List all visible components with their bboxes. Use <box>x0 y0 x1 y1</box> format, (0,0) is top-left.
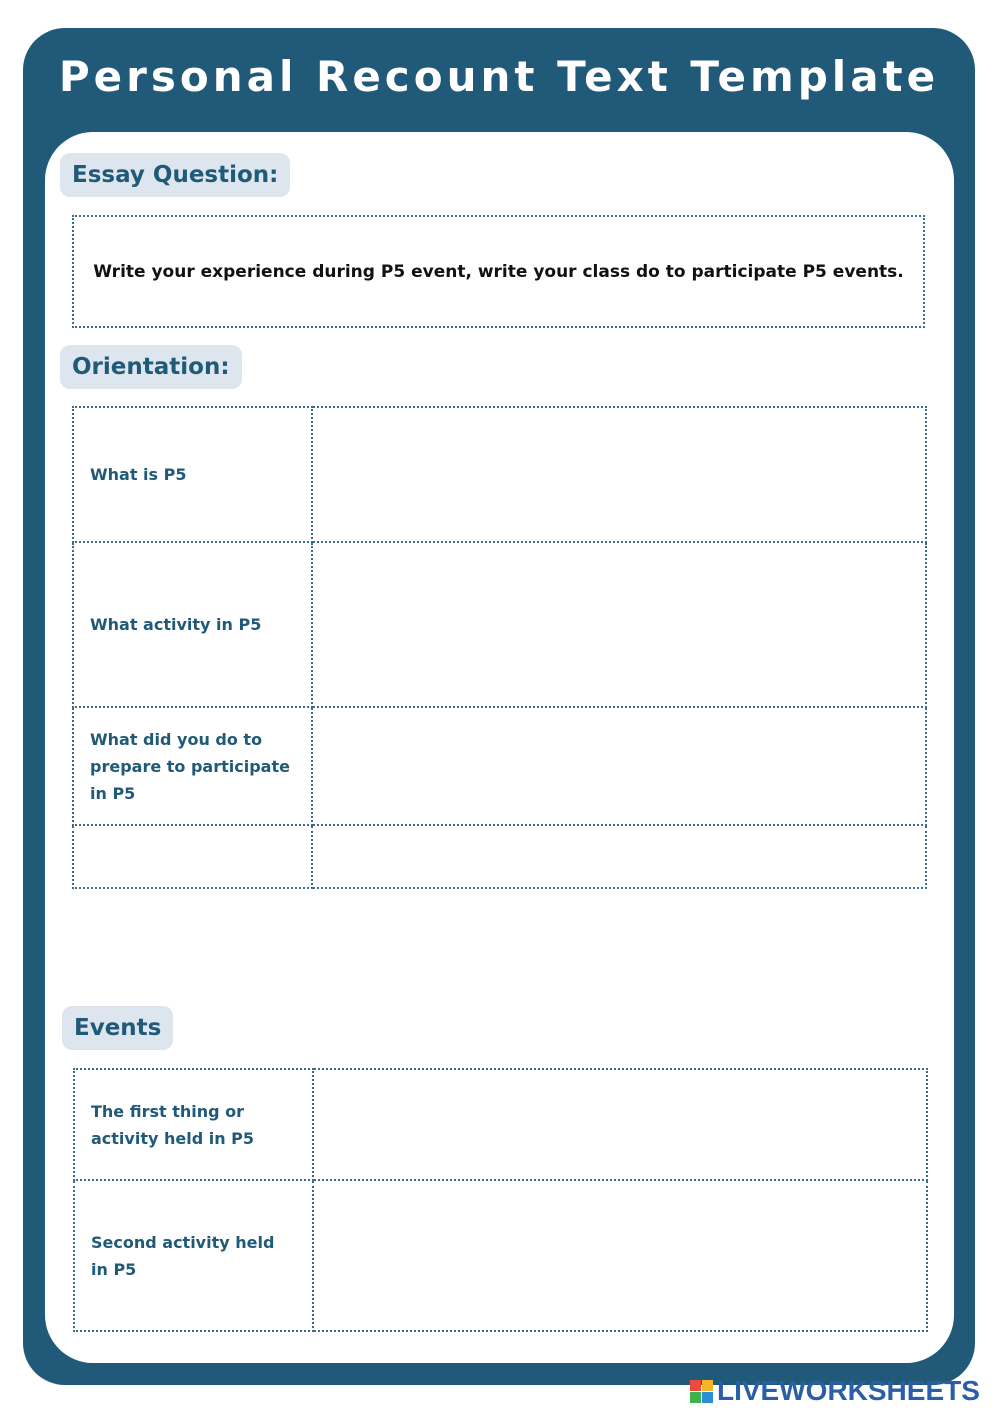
orientation-prompt <box>73 825 312 888</box>
liveworksheets-brand <box>690 1373 980 1409</box>
orientation-answer-field[interactable] <box>312 707 926 825</box>
page-title: Personal Recount Text Template <box>58 52 940 101</box>
essay-question-box <box>72 215 925 328</box>
events-answer-field[interactable] <box>313 1069 927 1180</box>
orientation-label: Orientation: <box>60 345 242 389</box>
events-label: Events <box>62 1006 173 1050</box>
table-row <box>73 542 926 707</box>
brand-name: LIVEWORKSHEETS <box>717 1375 980 1406</box>
orientation-prompt: What activity in P5 <box>73 542 312 707</box>
events-prompt: The first thing or activity held in P5 <box>74 1069 313 1180</box>
orientation-answer-field[interactable] <box>312 542 926 707</box>
table-row <box>74 1180 927 1331</box>
logo-square <box>702 1392 713 1403</box>
table-row <box>73 407 926 542</box>
events-answer-field[interactable] <box>313 1180 927 1331</box>
liveworksheets-logo-icon <box>690 1380 713 1403</box>
orientation-answer-field[interactable] <box>312 407 926 542</box>
table-row <box>73 707 926 825</box>
essay-question-label: Essay Question: <box>60 153 290 197</box>
orientation-table <box>72 406 927 889</box>
orientation-answer-field[interactable] <box>312 825 926 888</box>
events-table <box>73 1068 928 1332</box>
orientation-prompt: What is P5 <box>73 407 312 542</box>
essay-question-text: Write your experience during P5 event, write your class do to participate P5 events. <box>93 261 904 282</box>
events-prompt: Second activity held in P5 <box>74 1180 313 1331</box>
orientation-prompt: What did you do to prepare to participate in P5 <box>73 707 312 825</box>
logo-square <box>702 1380 713 1391</box>
logo-square <box>690 1380 701 1391</box>
table-row <box>74 1069 927 1180</box>
table-row <box>73 825 926 888</box>
logo-square <box>690 1392 701 1403</box>
